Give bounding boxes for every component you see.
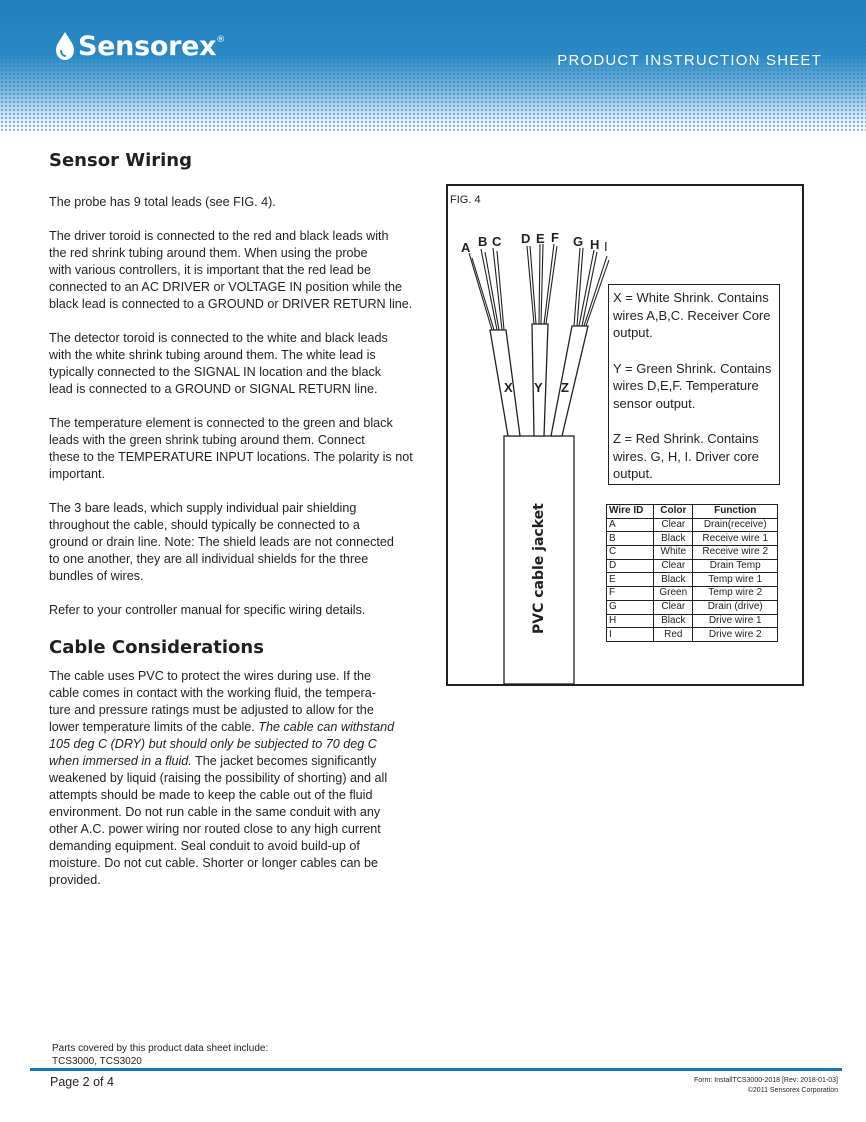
form-info (694, 1076, 838, 1096)
brand-name: Sensorex® (78, 30, 225, 62)
form-revision: Form: InstallTCS3000-2018 [Rev: 2018-01-03] (694, 1077, 838, 1084)
wire-letter-i: I (604, 239, 608, 254)
table-row (607, 532, 778, 546)
legend-x-line-2: wires A,B,C. Receiver Core (613, 307, 771, 323)
legend-z-line-3: output. (613, 466, 653, 481)
wire-color: Black (654, 573, 693, 587)
wire-color: Black (654, 614, 693, 628)
paragraph-refer-manual: Refer to your controller manual for specific wiring details. (49, 603, 366, 617)
table-row (607, 518, 778, 532)
wire-id: E (607, 573, 654, 587)
header-band (0, 0, 866, 132)
legend-z-line-1: Z = Red Shrink. Contains (613, 431, 759, 446)
bundle-letter-y: Y (534, 380, 543, 395)
bundle-letter-z: Z (561, 380, 569, 395)
wire-color: Green (654, 587, 693, 601)
wire-function: Drain(receive) (693, 518, 778, 532)
page-number: Page 2 of 4 (50, 1075, 114, 1089)
jacket-label: PVC cable jacket (531, 503, 547, 634)
wire-id: H (607, 614, 654, 628)
legend-y-line-2: wires D,E,F. Temperature (613, 378, 759, 393)
wire-color: Red (654, 628, 693, 642)
legend-y-line-1: Y = Green Shrink. Contains (613, 360, 772, 376)
paragraph-bare-leads: The 3 bare leads, which supply individual pair shielding throughout the cable, should typically be connected to a ground or drain line. Note: The shield leads are not connected to one another, they are all individual shields for the three bundles of wires. (49, 501, 394, 583)
wire-function: Receive wire 2 (693, 546, 778, 560)
wire-function: Receive wire 1 (693, 532, 778, 546)
wire-id: F (607, 587, 654, 601)
wire-a (469, 253, 494, 330)
legend-y-line-3: sensor output. (613, 395, 696, 411)
wire-color: Clear (654, 600, 693, 614)
wire-function: Temp wire 2 (693, 587, 778, 601)
wire-function: Drive wire 1 (693, 614, 778, 628)
wire-letter-a: A (461, 240, 471, 255)
wire-letter-g: G (573, 234, 584, 249)
wire-id: I (607, 628, 654, 642)
wire-letter-h: H (590, 237, 600, 252)
table-row (607, 559, 778, 573)
wire-letter-e: E (536, 231, 545, 246)
wire-function: Drive wire 2 (693, 628, 778, 642)
wire-i (584, 256, 609, 326)
wire-color: Clear (654, 559, 693, 573)
wire-letter-c: C (492, 234, 502, 249)
wire-letter-b: B (478, 234, 488, 249)
wire-id: A (607, 518, 654, 532)
legend-x-line-1: X = White Shrink. Contains (613, 290, 769, 305)
header-function: Function (693, 505, 778, 519)
section-title-cable-considerations: Cable Considerations (49, 637, 264, 658)
table-row (607, 614, 778, 628)
parts-covered (52, 1042, 268, 1068)
wire-function: Temp wire 1 (693, 573, 778, 587)
bundle-z (551, 326, 588, 436)
header-color: Color (654, 505, 693, 519)
footer-divider (30, 1068, 842, 1071)
table-header-row (607, 505, 778, 519)
wire-id: D (607, 559, 654, 573)
parts-covered-list: TCS3000, TCS3020 (52, 1056, 142, 1067)
wire-f (544, 244, 557, 324)
section-title-sensor-wiring: Sensor Wiring (49, 150, 192, 171)
brand-logo[interactable] (54, 24, 225, 68)
table-row (607, 628, 778, 642)
paragraph-driver-toroid: The driver toroid is connected to the red and black leads with the red shrink tubing around them. When using the probe with various controllers, it is important that the red lead be connected to an AC DRIVER or VOLTAGE IN position while the black lead is connected to a GROUND or DRIVER RETURN line. (49, 229, 413, 311)
wiring-figure (446, 184, 804, 686)
figure-label: FIG. 4 (450, 194, 481, 206)
bundle-letter-x: X (504, 380, 513, 395)
paragraph-temperature: The temperature element is connected to the green and black leads with the green shrink tubing around them. Connect these to the TEMPERATURE INPUT locations. The polarity is not important. (49, 416, 413, 481)
wire-e (539, 244, 543, 324)
document-title: PRODUCT INSTRUCTION SHEET (557, 52, 822, 69)
wire-color: White (654, 546, 693, 560)
table-row (607, 573, 778, 587)
paragraph-cable: The cable uses PVC to protect the wires during use. If the cable comes in contact with the working fluid, the tempera- ture and pressure ratings must be adjusted to allow for the lower temperature limits of the cable. The cable can withstand 105 deg C (DRY) but should only be subjected to 70 deg C when immersed in a fluid. The jacket becomes significantly weakened by liquid (raising the possibility of shorting) and all attempts should be made to keep the cable out of the fluid environment. Do not run cable in the same conduit with any other A.C. power wiring nor routed close to any high current demanding equipment. Seal conduit to avoid build-up of moisture. Do not cut cable. Shorter or longer cables can be provided. (49, 669, 395, 887)
wire-function: Drain Temp (693, 559, 778, 573)
water-drop-icon (54, 31, 76, 61)
wire-id: G (607, 600, 654, 614)
table-row (607, 546, 778, 560)
wire-id: C (607, 546, 654, 560)
parts-covered-label: Parts covered by this product data sheet include: (52, 1043, 269, 1054)
legend-z-line-2: wires. G, H, I. Driver core (613, 448, 759, 464)
wire-d (527, 246, 536, 324)
legend-x-line-3: output. (613, 325, 653, 340)
wire-id: B (607, 532, 654, 546)
wire-color: Black (654, 532, 693, 546)
wire-letter-f: F (551, 230, 559, 245)
header-wire-id: Wire ID (607, 505, 654, 519)
wire-color: Clear (654, 518, 693, 532)
wire-letter-d: D (521, 231, 531, 246)
wire-table (606, 504, 778, 642)
paragraph-leads: The probe has 9 total leads (see FIG. 4). (49, 195, 276, 209)
bundle-legend (608, 284, 780, 485)
table-row (607, 600, 778, 614)
copyright: ©2011 Sensorex Corporation (747, 1087, 838, 1094)
paragraph-detector-toroid: The detector toroid is connected to the white and black leads with the white shrink tubing around them. The white lead is typically connected to the SIGNAL IN location and the black lead is connected to a GROUND or SIGNAL RETURN line. (49, 331, 388, 396)
wire-function: Drain (drive) (693, 600, 778, 614)
table-row (607, 587, 778, 601)
